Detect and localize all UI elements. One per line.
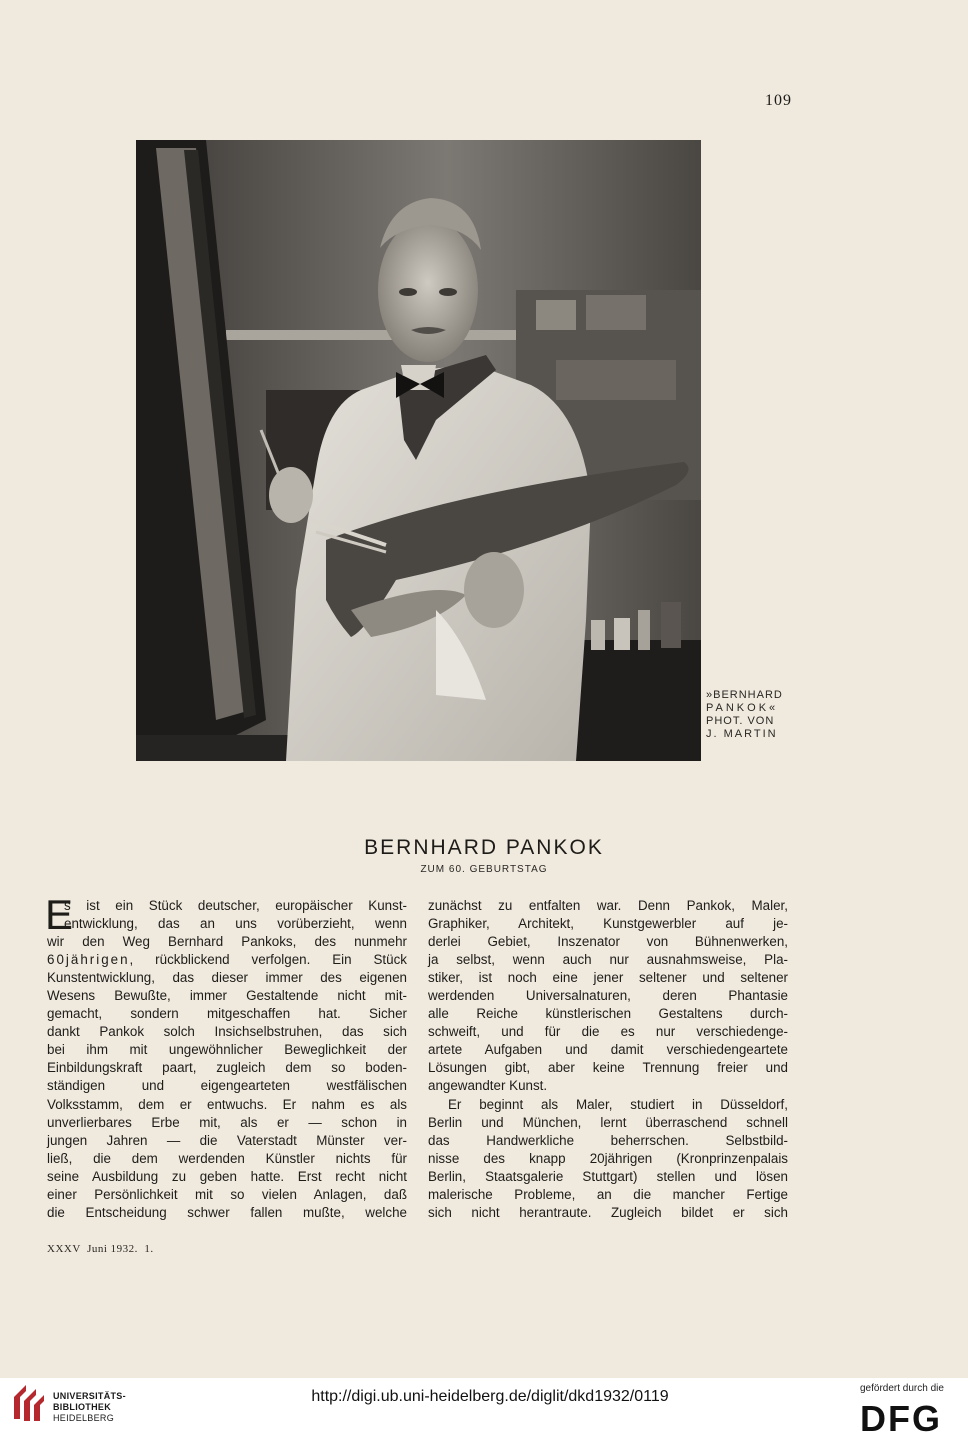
text-line: Berlin und München, lernt überraschend schnell	[428, 1114, 788, 1130]
permalink-url[interactable]: http://digi.ub.uni-heidelberg.de/diglit/dkd1932/0119	[311, 1388, 669, 1405]
photo-caption	[706, 689, 796, 741]
text-line: Er beginnt als Maler, studiert in Düsseldorf,	[448, 1096, 788, 1112]
dfg-logo-text: DFG	[860, 1401, 942, 1435]
text-line: entwicklung, das an uns vorüberzieht, wenn	[64, 916, 407, 932]
text-line: Berlin, Staatsgalerie Stuttgart) stellen und lösen	[428, 1168, 788, 1184]
portrait-photo	[136, 140, 701, 761]
text-line: seine Ausbildung zu geben hatte. Erst recht nicht	[47, 1168, 407, 1184]
text-line: angewandter Kunst.	[428, 1078, 548, 1094]
text-line: s ist ein Stück deutscher, europäischer Kunst-	[64, 898, 407, 913]
article-subtitle: ZUM 60. GEBURTSTAG	[420, 864, 548, 875]
text-line: werdenden Universalnaturen, deren Phantasie	[428, 988, 788, 1004]
portrait-photo-icon	[136, 140, 701, 761]
text-line: Kunstentwicklung, das dieser immer des eigenen	[47, 970, 407, 986]
text-line: Wesens Bewußte, immer Gestaltende nicht mit-	[47, 988, 407, 1004]
text-column-right	[428, 897, 788, 1222]
text-line: Einbildungskraft paart, zugleich dem so boden-	[47, 1060, 407, 1076]
text-line: bei ihm mit ungewöhnlicher Beweglichkeit der	[47, 1042, 407, 1058]
library-line: HEIDELBERG	[53, 1413, 115, 1423]
text-line: schweift, und für die es nur verschiedenge-	[428, 1024, 788, 1040]
text-line: Volksstamm, dem er entwuchs. Er nahm es als	[47, 1096, 407, 1112]
funding-label: gefördert durch die	[860, 1383, 944, 1394]
text-line: jungen Jahren — die Vaterstadt Münster ver-	[47, 1132, 407, 1148]
text-line: ließ, die dem werdenden Künstler nichts für	[47, 1150, 407, 1166]
text-line	[47, 951, 407, 969]
dfg-logo-icon[interactable]	[860, 1401, 955, 1435]
text-line: Lösungen gibt, aber keine Trennung freier und	[428, 1060, 788, 1076]
text-line: sich nicht herantraute. Zugleich bildet er sich	[428, 1204, 788, 1220]
text-line: das Handwerkliche beherrschen. Selbstbild-	[428, 1132, 788, 1148]
page-number: 109	[765, 92, 792, 109]
text-line: alle Reiche künstlerischen Gestaltens durch-	[428, 1006, 788, 1022]
article-title: BERNHARD PANKOK	[364, 836, 604, 859]
text-line: unverlierbares Erbe mit, als er — schon in	[47, 1114, 407, 1130]
university-library-name[interactable]	[53, 1391, 126, 1424]
spaced-word: 60jährigen	[47, 952, 130, 968]
text-line: ständigen und eigengearteten westfälischen	[47, 1078, 407, 1094]
library-line: BIBLIOTHEK	[53, 1402, 111, 1412]
text-line: stiker, ist noch eine jener seltener und seltener	[428, 970, 788, 986]
text-line: einer Persönlichkeit mit so vielen Anlagen, daß	[47, 1186, 407, 1202]
text-line: nisse des knapp 20jährigen (Kronprinzenpalais	[428, 1150, 788, 1166]
text-line: die Entscheidung schwer fallen mußte, welche	[47, 1204, 407, 1220]
text-line: artete Aufgaben und damit verschiedengeartete	[428, 1042, 788, 1058]
university-library-logo-icon[interactable]	[12, 1383, 46, 1423]
issue-signature: XXXV Juni 1932. 1.	[47, 1243, 154, 1255]
text-line: dankt Pankok solch Insichselbstruhen, das sich	[47, 1024, 407, 1040]
text-line: zunächst zu entfalten war. Denn Pankok, Maler,	[428, 898, 788, 913]
drop-cap: E	[45, 891, 74, 938]
caption-line: PHOT. VON	[706, 715, 775, 727]
text-line: ja selbst, wenn auch nur ausnahmsweise, Pla-	[428, 952, 788, 968]
text-line: derlei Gebiet, Inszenator von Bühnenwerken,	[428, 934, 788, 950]
library-line: UNIVERSITÄTS-	[53, 1391, 126, 1401]
caption-line: J. MARTIN	[706, 728, 778, 740]
caption-line: »BERNHARD	[706, 689, 783, 701]
text-column-left	[45, 891, 407, 1222]
text-fragment: , rückblickend verfolgen. Ein Stück	[129, 952, 407, 968]
text-line: gemacht, sondern mitgeschaffen hat. Sicher	[47, 1006, 407, 1022]
text-line: malerische Probleme, an die mancher Fertige	[428, 1186, 788, 1202]
text-line: Graphiker, Architekt, Kunstgewerbler auf je-	[428, 916, 788, 932]
caption-line: PANKOK«	[706, 702, 779, 714]
text-line: wir den Weg Bernhard Pankoks, des nunmehr	[47, 934, 407, 950]
